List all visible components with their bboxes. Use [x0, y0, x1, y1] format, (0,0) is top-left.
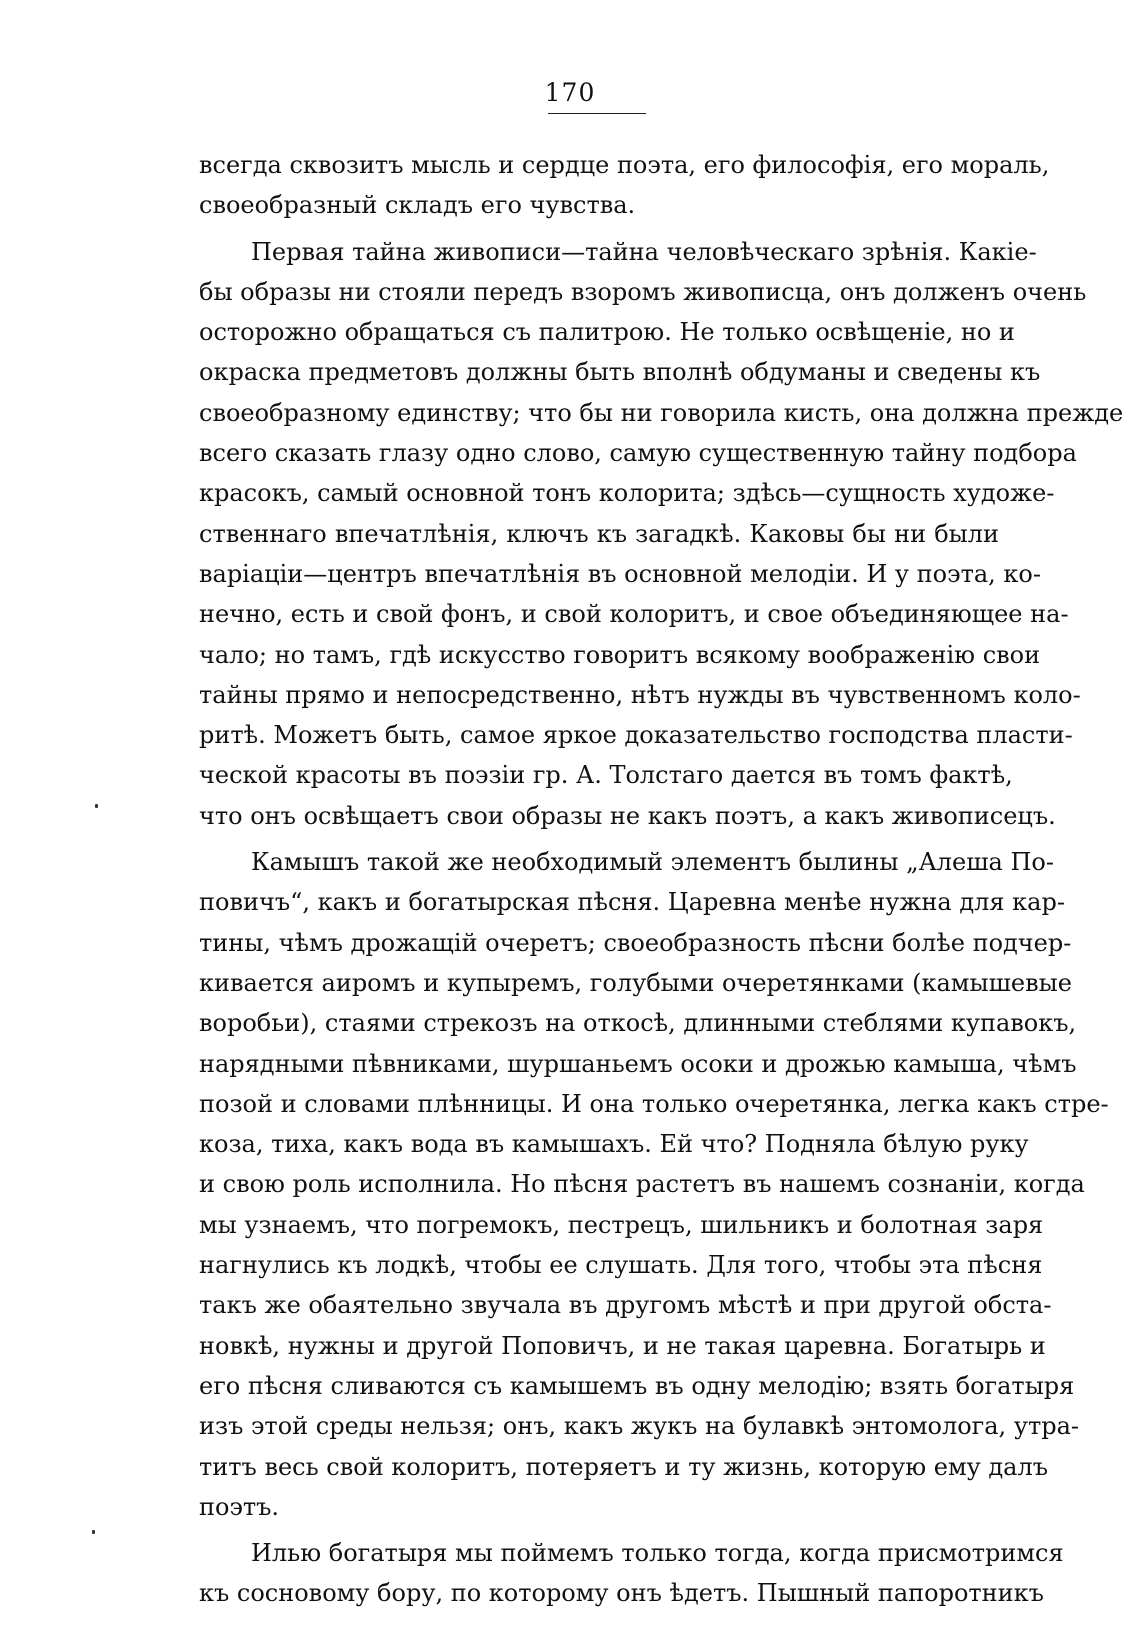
text-line: осторожно обращаться съ палитрою. Не только освѣщеніе, но и	[199, 318, 1015, 347]
text-line: всегда сквозитъ мысль и сердце поэта, его философія, его мораль,	[199, 151, 1050, 179]
page-number-rule	[548, 113, 646, 114]
text-line: къ сосновому бору, по которому онъ ѣдетъ. Пышный папоротникъ	[199, 1579, 1044, 1608]
text-line: что онъ освѣщаетъ свои образы не какъ поэтъ, а какъ живописецъ.	[199, 801, 1056, 830]
text-line: Камышъ такой же необходимый элементъ былины „Алеша По-	[251, 848, 1054, 877]
text-line: ственнаго впечатлѣнія, ключъ къ загадкѣ. Каковы бы ни были	[199, 519, 999, 548]
text-line: бы образы ни стояли передъ взоромъ живописца, онъ долженъ очень	[199, 277, 1087, 306]
text-line: тайны прямо и непосредственно, нѣтъ нужды въ чувственномъ коло-	[199, 680, 1081, 709]
text-line: поэтъ.	[199, 1492, 280, 1521]
text-line: повичъ“, какъ и богатырская пѣсня. Царевна менѣе нужна для кар-	[199, 888, 1065, 917]
text-line: ритѣ. Можетъ быть, самое яркое доказательство господства пласти-	[199, 721, 1073, 750]
text-line: нечно, есть и свой фонъ, и свой колоритъ, и свое объединяющее на-	[199, 600, 1069, 629]
page-number: 170	[544, 78, 596, 107]
paragraph	[199, 145, 1050, 226]
scan-speck	[92, 1530, 95, 1534]
text-line: его пѣсня сливаются съ камышемъ въ одну мелодію; взять богатыря	[199, 1371, 1075, 1400]
text-line: тины, чѣмъ дрожащій очеретъ; своеобразность пѣсни болѣе подчер-	[199, 928, 1072, 957]
text-line: Илью богатыря мы поймемъ только тогда, когда присмотримся	[251, 1539, 1064, 1568]
text-line: красокъ, самый основной тонъ колорита; здѣсь—сущность художе-	[199, 479, 1055, 508]
text-line: титъ весь свой колоритъ, потеряетъ и ту жизнь, которую ему далъ	[199, 1452, 1048, 1481]
text-line: чало; но тамъ, гдѣ искусство говоритъ всякому воображенію свои	[199, 640, 1041, 669]
body-text	[199, 145, 1124, 1614]
text-line: окраска предметовъ должны быть вполнѣ обдуманы и сведены къ	[199, 358, 1041, 387]
paragraph	[199, 1533, 1064, 1614]
text-line: изъ этой среды нельзя; онъ, какъ жукъ на булавкѣ энтомолога, утра-	[199, 1412, 1079, 1441]
text-line: новкѣ, нужны и другой Поповичъ, и не такая царевна. Богатырь и	[199, 1331, 1046, 1360]
paragraph	[199, 232, 1124, 836]
text-line: нарядными пѣвниками, шуршаньемъ осоки и дрожью камыша, чѣмъ	[199, 1049, 1077, 1078]
text-line: Первая тайна живописи—тайна человѣческаго зрѣнія. Какіе-	[251, 237, 1037, 266]
text-line: своеобразному единству; что бы ни говорила кисть, она должна прежде	[199, 398, 1124, 427]
text-line: ческой красоты въ поэзіи гр. А. Толстаго дается въ томъ фактѣ,	[199, 761, 1013, 790]
text-line: воробьи), стаями стрекозъ на откосѣ, длинными стеблями купавокъ,	[199, 1009, 1077, 1038]
text-line: и свою роль исполнила. Но пѣсня растетъ въ нашемъ сознаніи, когда	[199, 1170, 1085, 1199]
text-line: всего сказать глазу одно слово, самую существенную тайну подбора	[199, 439, 1077, 468]
text-line: нагнулись къ лодкѣ, чтобы ее слушать. Для того, чтобы эта пѣсня	[199, 1251, 1043, 1280]
text-line: варіаціи—центръ впечатлѣнія въ основной мелодіи. И у поэта, ко-	[199, 559, 1041, 588]
paragraph	[199, 842, 1109, 1527]
text-line: своеобразный складъ его чувства.	[199, 191, 636, 220]
text-line: коза, тиха, какъ вода въ камышахъ. Ей что? Подняла бѣлую руку	[199, 1130, 1029, 1159]
text-line: кивается аиромъ и купыремъ, голубыми очеретянками (камышевые	[199, 968, 1072, 997]
text-line: такъ же обаятельно звучала въ другомъ мѣстѣ и при другой обста-	[199, 1291, 1052, 1320]
text-line: позой и словами плѣнницы. И она только очеретянка, легка какъ стре-	[199, 1089, 1109, 1118]
scan-speck	[95, 804, 98, 808]
text-line: мы узнаемъ, что погремокъ, пестрецъ, шильникъ и болотная заря	[199, 1210, 1044, 1239]
